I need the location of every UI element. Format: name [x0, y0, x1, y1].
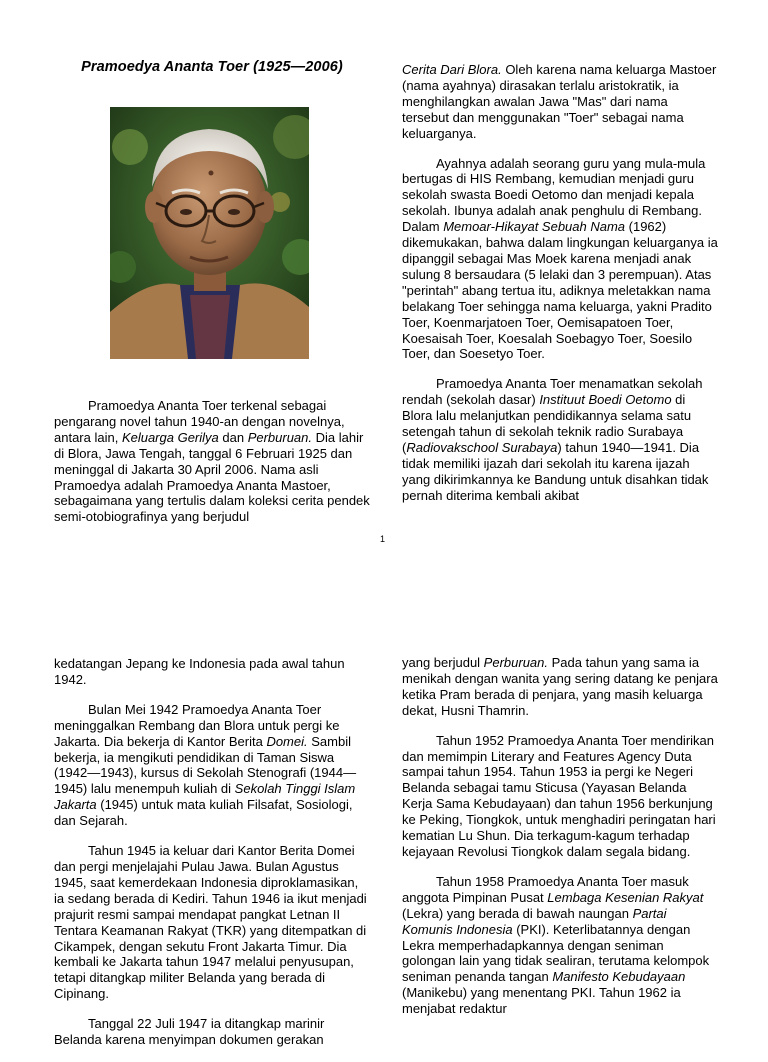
- text-run: Sambil bekerja, ia mengikuti pendidikan di Taman Siswa (1942—1943), kursus di Sekolah Stenografi (1944—1945) lalu menempuh kuliah di: [54, 733, 357, 797]
- text-run: (1962) dikemukakan, bahwa dalam lingkungan keluarganya ia dipanggil sebagai Mas Moek karena menjadi anak sulung 8 bersaudara (5 lelaki dan 3 perempuan). Atas "perintah" abang tertua itu, adiknya meletakkan nama belakang Toer sehingga nama keluarga, yakni Pradito Toer, Koenmarjatoen Toer, Oemisapatoen Toer, Koesaisah Toer, Koesalah Soebagyo Toer, Soesilo Toer, dan Soesetyo Toer.: [402, 219, 718, 362]
- text-run: Tanggal 22 Juli 1947 ia ditangkap marinir Belanda karena menyimpan dokumen gerakan: [54, 1016, 325, 1048]
- text-run: (Manikebu) yang menentang PKI. Tahun 1962 ia menjabat redaktur: [402, 985, 681, 1017]
- paragraph: [402, 156, 718, 363]
- italic-text: Partai Komunis Indonesia: [402, 905, 667, 937]
- italic-text: Instituut Boedi Oetomo: [539, 392, 672, 408]
- text-run: ) tahun 1940—1941. Dia tidak memiliki ijazah dari sekolah itu karena ijazah yang dikirimkannya ke Bandung untuk disahkan tidak pernah diterima kembali akibat: [402, 439, 709, 503]
- text-run: yang berjudul: [402, 655, 484, 670]
- italic-text: Cerita Dari Blora.: [402, 62, 502, 77]
- left-column-page-2: [54, 656, 370, 1062]
- italic-text: Domei.: [266, 733, 308, 749]
- text-run: (Lekra) yang berada di bawah naungan: [402, 905, 633, 921]
- text-run: Ayahnya adalah seorang guru yang mula-mula bertugas di HIS Rembang, kemudian menjadi guru sekolah swasta Boedi Oetomo dan menjadi kepala sekolah. Ibunya adalah anak penghulu di Rembang. Dalam: [402, 155, 706, 235]
- text-run: kedatangan Jepang ke Indonesia pada awal tahun 1942.: [54, 656, 345, 687]
- italic-text: Memoar-Hikayat Sebuah Nama: [443, 219, 626, 235]
- text-run: Pramoedya Ananta Toer terkenal sebagai pengarang novel tahun 1940-an dengan novelnya, antara lain,: [54, 398, 345, 445]
- paragraph: [402, 62, 718, 142]
- portrait-photo: [110, 107, 309, 359]
- italic-text: Sekolah Tinggi Islam Jakarta: [54, 781, 356, 813]
- page-gap: [0, 560, 768, 650]
- text-run: Pada tahun yang sama ia menikah dengan wanita yang sering datang ke penjara ketika Pram berada di penjara, yang masih keluarga dekat, Husni Thamrin.: [402, 655, 718, 718]
- text-run: dan: [218, 429, 248, 445]
- italic-text: Lembaga Kesenian Rakyat: [547, 889, 704, 905]
- italic-text: Radiovakschool Surabaya: [406, 439, 558, 455]
- paragraph: [402, 655, 718, 719]
- italic-text: Manifesto Kebudayaan: [552, 969, 686, 985]
- text-run: Bulan Mei 1942 Pramoedya Ananta Toer meninggalkan Rembang dan Blora untuk pergi ke Jakarta. Dia bekerja di Kantor Berita: [54, 701, 340, 749]
- paragraph: [54, 702, 370, 829]
- italic-text: Keluarga Gerilya: [121, 429, 219, 445]
- italic-text: Perburuan.: [247, 429, 313, 445]
- text-run: (1945) untuk mata kuliah Filsafat, Sosiologi, dan Sejarah.: [54, 797, 353, 829]
- paragraph: [402, 376, 718, 503]
- text-run: (PKI). Keterlibatannya dengan Lekra memperhadapkannya dengan seniman golongan lain yang tidak sealiran, terutama kelompok seniman penanda tangan: [402, 921, 710, 985]
- text-run: Oleh karena nama keluarga Mastoer (nama ayahnya) dirasakan terlalu aristokratik, ia menghilangkan awalan Jawa "Mas" dari nama tersebut dan menggunakan "Toer" sebagai nama keluarganya.: [402, 62, 717, 141]
- text-run: Tahun 1952 Pramoedya Ananta Toer mendirikan dan memimpin Literary and Features Agency Duta sampai tahun 1954. Tahun 1953 ia pergi ke Negeri Belanda sebagai tamu Sticusa (Yayasan Belanda Kerja Sama Kebudayaan) dan tahun 1956 berkunjung ke Peking, Tiongkok, untuk menghadiri peringatan hari kematian Lu Shun. Dia terkagum-kagum terhadap kejayaan Revolusi Tiongkok dalam segala bidang.: [402, 732, 716, 859]
- paragraph: [54, 1016, 370, 1048]
- paragraph: [402, 874, 718, 1017]
- text-run: Dia lahir di Blora, Jawa Tengah, tanggal 6 Februari 1925 dan meninggal di Jakarta 30 April 2006. Nama asli Pramoedya adalah Pramoedya Ananta Mastoer, sebagaimana yang tertulis dalam koleksi cerita pendek semi-otobiografinya yang berjudul: [54, 429, 370, 525]
- paragraph: [54, 398, 370, 525]
- left-column-page-1: [54, 60, 370, 98]
- italic-text: Perburuan.: [483, 655, 548, 670]
- right-column-page-1: [402, 62, 718, 518]
- text-run: Pramoedya Ananta Toer menamatkan sekolah rendah (sekolah dasar): [402, 376, 703, 408]
- paragraph: [54, 656, 370, 688]
- right-column-page-2: [402, 655, 718, 1031]
- paragraph: [402, 733, 718, 860]
- text-run: Tahun 1958 Pramoedya Ananta Toer masuk anggota Pimpinan Pusat: [402, 873, 689, 905]
- portrait-photo-icon: [110, 107, 309, 359]
- page-number: 1: [380, 534, 386, 544]
- paragraph: [54, 843, 370, 1002]
- text-run: di Blora lalu melanjutkan pendidikannya selama satu setengah tahun di sekolah teknik radio Surabaya (: [402, 392, 692, 455]
- text-run: Tahun 1945 ia keluar dari Kantor Berita Domei dan pergi menjelajahi Pulau Jawa. Bulan Agustus 1945, saat kemerdekaan Indonesia diproklamasikan, ia sedang berada di Kediri. Tahun 1946 ia ikut menjadi prajurit resmi sampai mendapat pangkat Letnan II Tentara Keamanan Rakyat (TKR) yang ditempatkan di Cikampek, dengan sekutu Front Jakarta Timur. Dia kembali ke Jakarta tahun 1947 melalui penyusupan, tetapi ditangkap militer Belanda yang berada di Cipinang.: [54, 843, 367, 1002]
- document-title: Pramoedya Ananta Toer (1925—2006): [81, 59, 343, 75]
